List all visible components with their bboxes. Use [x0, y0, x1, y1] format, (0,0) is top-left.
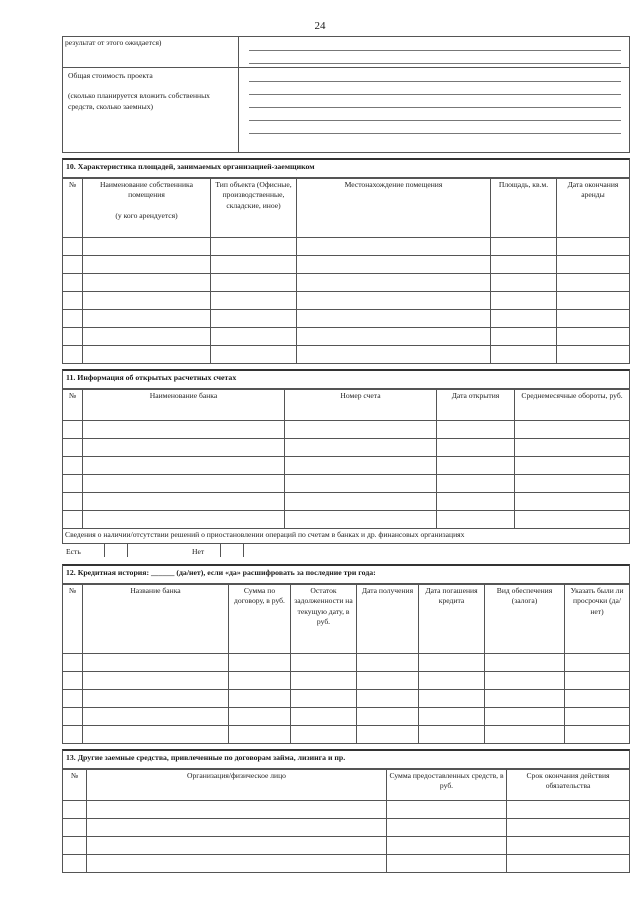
section-12-title: 12. Кредитная история: ______ (да/нет), если «да» расшифровать за последние три года:: [62, 564, 630, 584]
premises-header-area: Площадь, кв.м.: [491, 179, 557, 238]
other-loans-table: [62, 769, 630, 873]
loans-header-number: №: [63, 770, 87, 801]
accounts-header-turnover: Среднемесячные обороты, руб.: [515, 390, 630, 421]
project-cost-fill-lines[interactable]: [239, 68, 630, 153]
credit-row[interactable]: [63, 708, 630, 726]
result-label-cell: [63, 37, 239, 68]
premises-header-type: Тип объекта (Офисные, производственные, складские, иное): [211, 179, 297, 238]
accounts-header-account: Номер счета: [285, 390, 437, 421]
premises-row[interactable]: [63, 346, 630, 364]
project-cost-note: (сколько планируется вложить собственных средств, сколько заемных): [68, 91, 210, 111]
credit-row[interactable]: [63, 690, 630, 708]
accounts-row[interactable]: [63, 511, 630, 529]
page-number: 24: [314, 20, 326, 32]
credit-row[interactable]: [63, 726, 630, 744]
loans-header-amount: Сумма предоставленных средств, в руб.: [387, 770, 507, 801]
loans-row[interactable]: [63, 819, 630, 837]
form-sheet: [62, 36, 630, 873]
credit-header-overdue: Указать были ли просрочки (да/нет): [565, 585, 630, 654]
credit-header-number: №: [63, 585, 83, 654]
credit-header-balance: Остаток задолженности на текущую дату, в руб.: [291, 585, 357, 654]
accounts-row[interactable]: [63, 493, 630, 511]
credit-header-collateral: Вид обеспечения (залога): [485, 585, 565, 654]
accounts-header-open-date: Дата открытия: [437, 390, 515, 421]
section-13-title: 13. Другие заемные средства, привлеченные по договорам займа, лизинга и пр.: [62, 749, 630, 769]
credit-history-table: [62, 584, 630, 744]
premises-row[interactable]: [63, 274, 630, 292]
premises-row[interactable]: [63, 238, 630, 256]
credit-header-repaid: Дата погашения кредита: [419, 585, 485, 654]
premises-header-location: Местонахождение помещения: [297, 179, 491, 238]
premises-row[interactable]: [63, 292, 630, 310]
loans-row[interactable]: [63, 801, 630, 819]
premises-header-owner: Наименование собственника помещения (у кого арендуется): [83, 179, 211, 238]
project-cost-title: Общая стоимость проекта: [68, 71, 153, 80]
suspension-flags: [62, 544, 630, 559]
suspension-no-label: Нет: [192, 547, 205, 556]
premises-row[interactable]: [63, 310, 630, 328]
suspension-yes-label: Есть: [66, 547, 81, 556]
accounts-header-number: №: [63, 390, 83, 421]
project-cost-cell: [63, 68, 239, 153]
credit-header-bank: Название банка: [83, 585, 229, 654]
accounts-row[interactable]: [63, 421, 630, 439]
accounts-row[interactable]: [63, 457, 630, 475]
premises-header-lease-end: Дата окончания аренды: [557, 179, 630, 238]
loans-row[interactable]: [63, 855, 630, 873]
accounts-row[interactable]: [63, 475, 630, 493]
suspension-yes-box[interactable]: [104, 544, 128, 557]
premises-row[interactable]: [63, 256, 630, 274]
suspension-note: Сведения о наличии/отсутствии решений о приостановлении операций по счетам в банках и др. финансовых организациях: [63, 529, 630, 544]
credit-header-amount: Сумма по договору, в руб.: [229, 585, 291, 654]
section-11-title: 11. Информация об открытых расчетных счетах: [62, 369, 630, 389]
credit-row[interactable]: [63, 654, 630, 672]
project-cost-table: [62, 36, 630, 153]
premises-table: [62, 178, 630, 364]
suspension-no-box[interactable]: [220, 544, 244, 557]
loans-row[interactable]: [63, 837, 630, 855]
accounts-table: [62, 389, 630, 544]
loans-header-term: Срок окончания действия обязательства: [507, 770, 630, 801]
loans-header-lender: Организация/физическое лицо: [87, 770, 387, 801]
credit-header-received: Дата получения: [357, 585, 419, 654]
result-fill-lines[interactable]: [239, 37, 630, 68]
section-10-title: 10. Характеристика площадей, занимаемых организацией-заемщиком: [62, 158, 630, 178]
credit-row[interactable]: [63, 672, 630, 690]
premises-header-number: №: [63, 179, 83, 238]
result-label: результат от этого ожидается): [65, 38, 162, 47]
premises-row[interactable]: [63, 328, 630, 346]
accounts-header-bank: Наименование банка: [83, 390, 285, 421]
accounts-row[interactable]: [63, 439, 630, 457]
